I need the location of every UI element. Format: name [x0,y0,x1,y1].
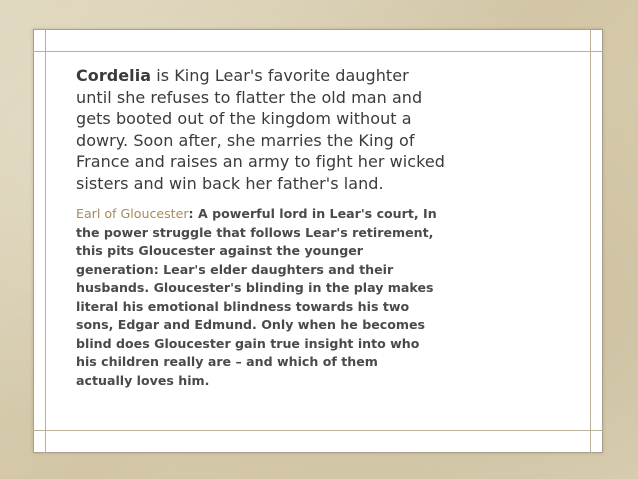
cordelia-description: is King Lear's favorite daughter until she refuses to flatter the old man and gets booted out of the kingdom without a dowry. Soon after, she marries the King of France and raises an army to fight her wicked sisters and win back her father's land. [76,66,445,193]
gloucester-paragraph [76,205,438,390]
cordelia-paragraph [76,65,446,194]
slide-text-area [76,65,446,390]
frame-line-top [33,51,603,52]
gloucester-separator: : [188,206,194,221]
frame-line-left [45,29,46,453]
frame-line-bottom [33,430,603,431]
gloucester-name: Earl of Gloucester [76,206,189,221]
cordelia-name: Cordelia [76,66,152,85]
gloucester-description: A powerful lord in Lear's court, In the power struggle that follows Lear's retirement, this pits Gloucester against the younger generation: Lear's elder daughters and their husbands. Gloucester's blinding in the play makes literal his emotional blindness towards his two sons, Edgar and Edmund. Only when he becomes blind does Gloucester gain true insight into who his children really are – and which of them actually loves him. [76,206,437,388]
frame-line-right [590,29,591,453]
